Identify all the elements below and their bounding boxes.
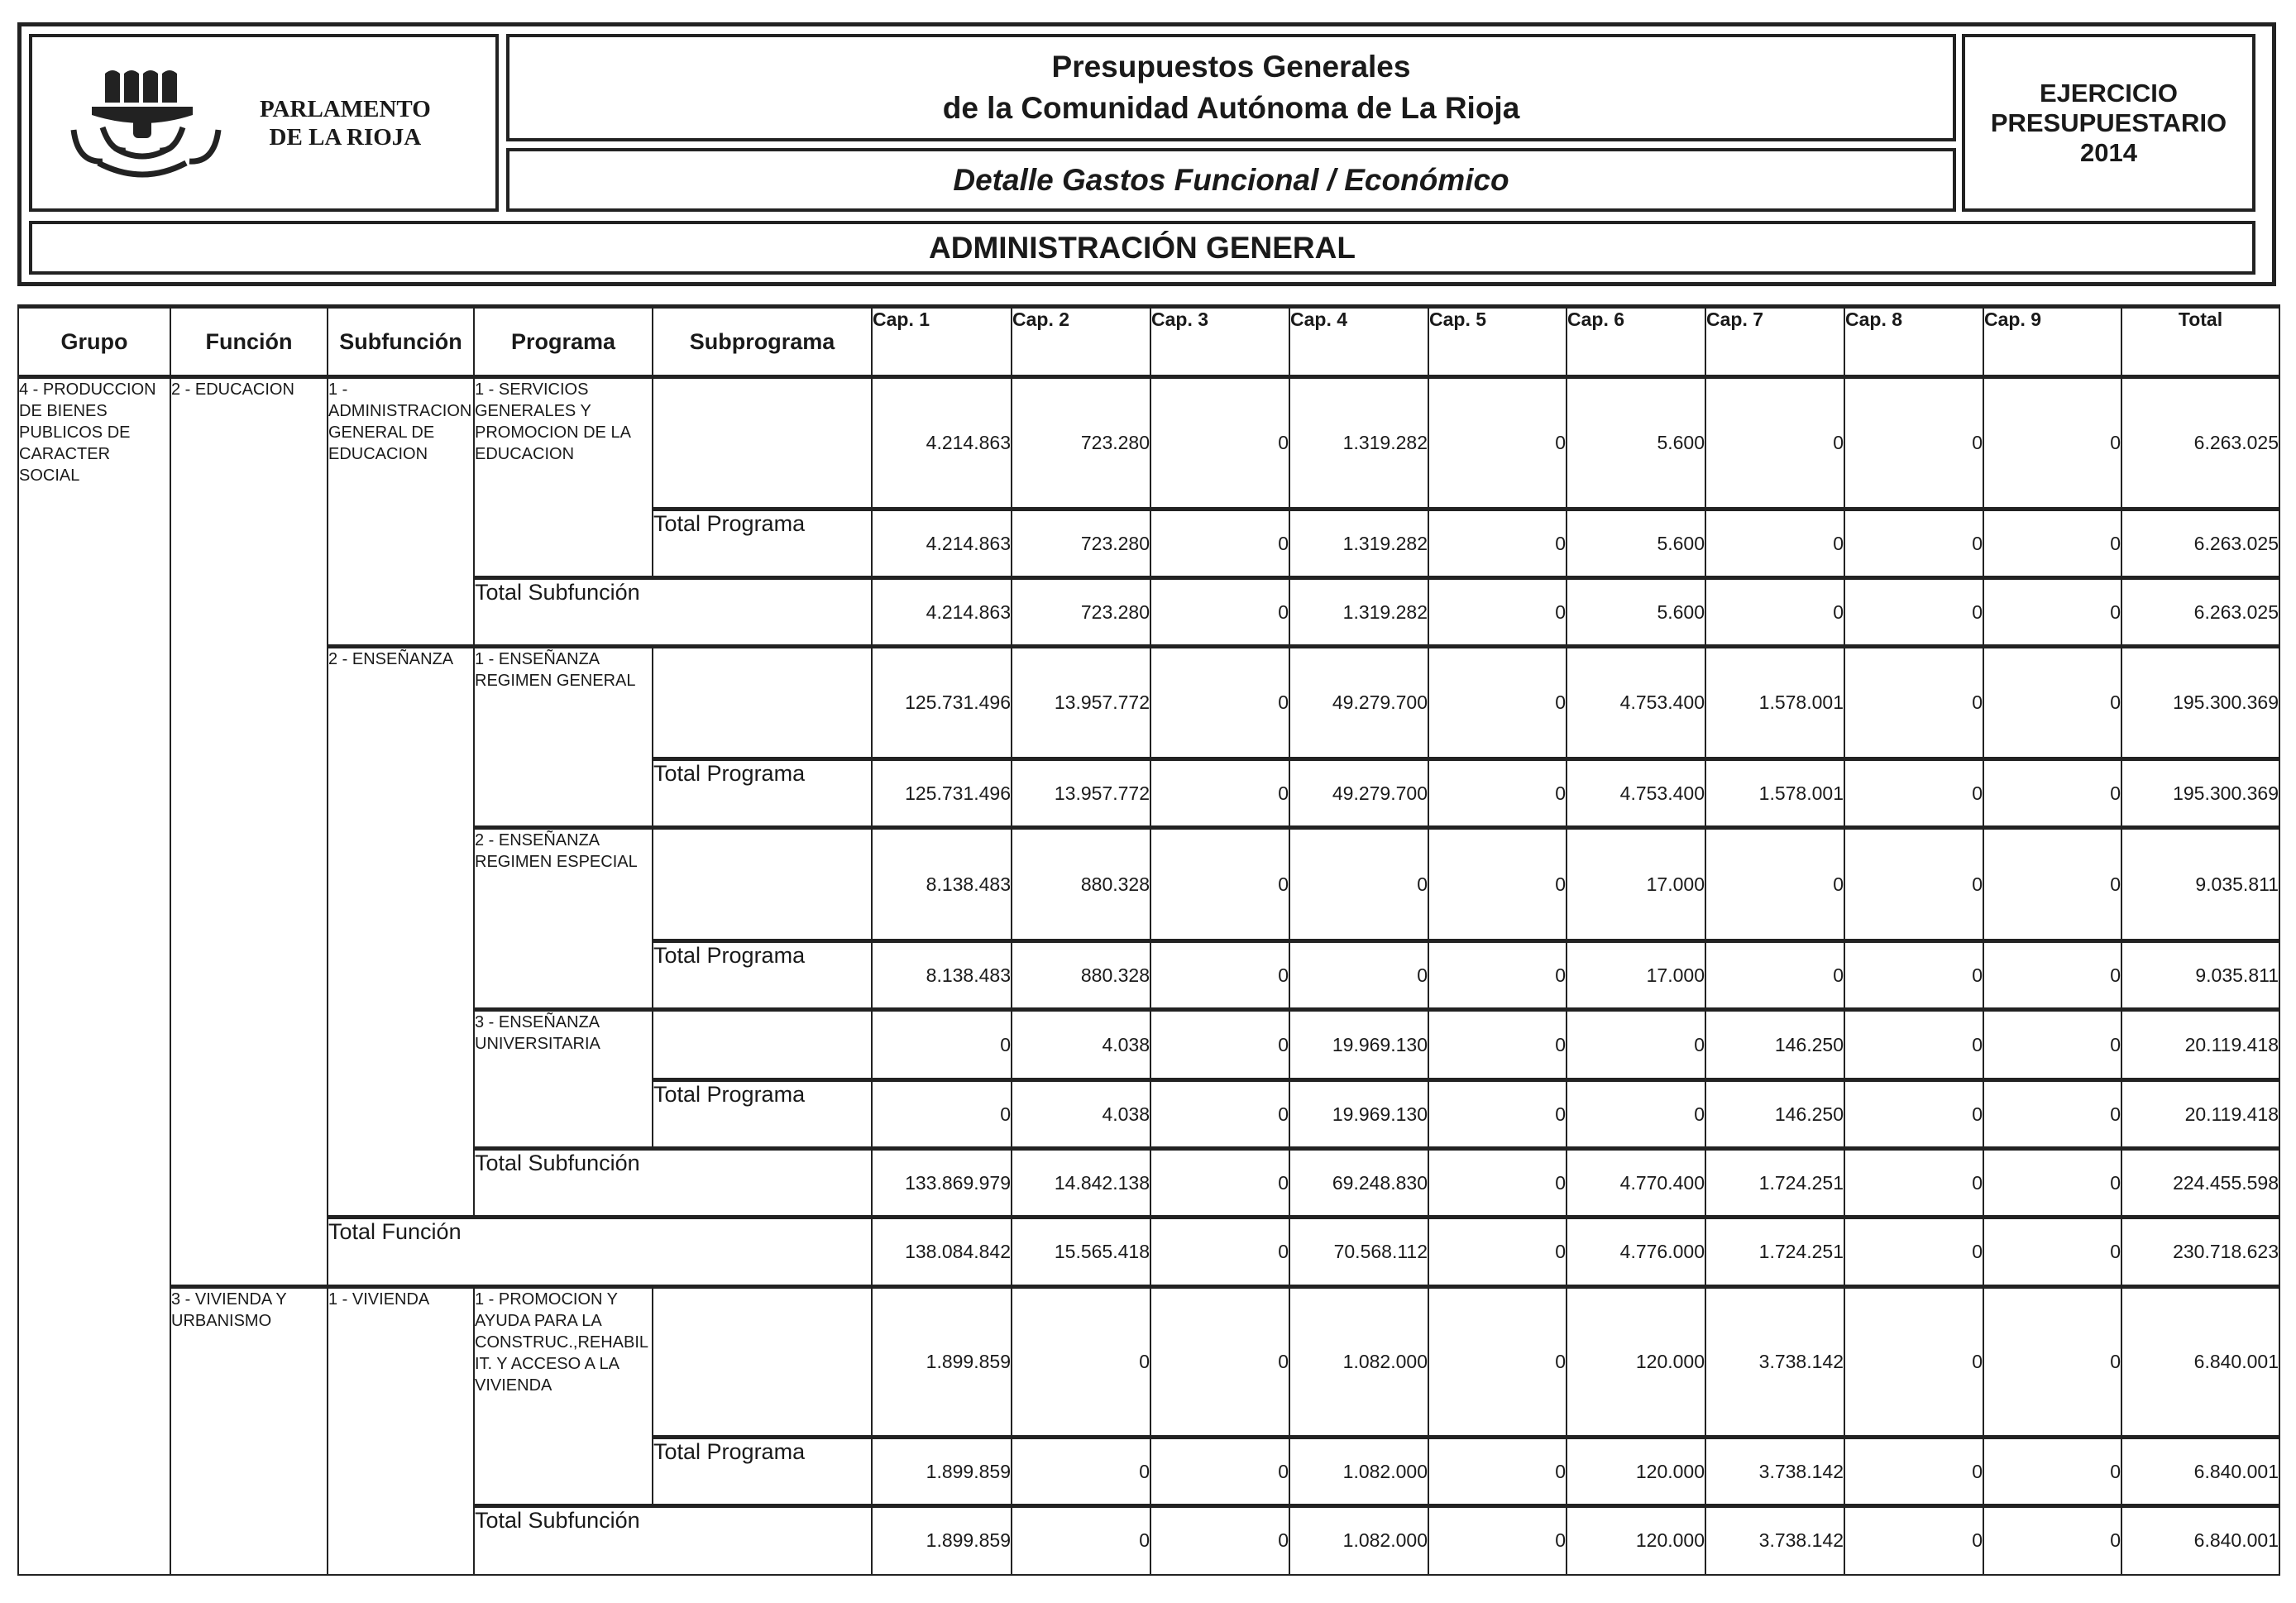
subprograma-cell xyxy=(653,377,872,510)
cap-4-value-cell: 1.319.282 xyxy=(1289,510,1428,578)
column-header: Cap. 2 xyxy=(1012,307,1150,377)
cap-5-value-cell: 0 xyxy=(1428,1506,1567,1575)
column-header: Subprograma xyxy=(653,307,872,377)
cap-4-value-cell: 1.082.000 xyxy=(1289,1506,1428,1575)
cap-7-value-cell: 0 xyxy=(1705,941,1844,1010)
subtitle-text: Detalle Gastos Funcional / Económico xyxy=(953,162,1509,197)
cap-1-value-cell: 4.214.863 xyxy=(872,377,1012,510)
fiscal-year: 2014 xyxy=(2080,137,2137,167)
fiscal-year-box xyxy=(1962,34,2255,212)
cap-4-value-cell: 49.279.700 xyxy=(1289,647,1428,759)
total-value-cell: 6.263.025 xyxy=(2121,377,2279,510)
table-row xyxy=(18,647,2279,759)
total-value-cell: 230.718.623 xyxy=(2121,1218,2279,1287)
total-funcion-label: Total Función xyxy=(328,1218,872,1287)
cap-1-value-cell: 138.084.842 xyxy=(872,1218,1012,1287)
logo-text-line2: DE LA RIOJA xyxy=(269,123,422,151)
cap-7-value-cell: 3.738.142 xyxy=(1705,1287,1844,1438)
cap-7-value-cell: 146.250 xyxy=(1705,1080,1844,1149)
cap-3-value-cell: 0 xyxy=(1150,510,1289,578)
cap-9-value-cell: 0 xyxy=(1983,1506,2121,1575)
cap-9-value-cell: 0 xyxy=(1983,828,2121,941)
cap-5-value-cell: 0 xyxy=(1428,1438,1567,1506)
total-programa-label: Total Programa xyxy=(653,510,872,578)
cap-8-value-cell: 0 xyxy=(1844,759,1983,828)
cap-8-value-cell: 0 xyxy=(1844,828,1983,941)
cap-9-value-cell: 0 xyxy=(1983,1218,2121,1287)
cap-2-value-cell: 880.328 xyxy=(1012,941,1150,1010)
cap-2-value-cell: 4.038 xyxy=(1012,1080,1150,1149)
cap-3-value-cell: 0 xyxy=(1150,377,1289,510)
column-header: Cap. 4 xyxy=(1289,307,1428,377)
column-header: Cap. 3 xyxy=(1150,307,1289,377)
cap-4-value-cell: 49.279.700 xyxy=(1289,759,1428,828)
column-header: Cap. 5 xyxy=(1428,307,1567,377)
cap-6-value-cell: 5.600 xyxy=(1567,510,1705,578)
subprograma-cell xyxy=(653,1010,872,1080)
cap-1-value-cell: 1.899.859 xyxy=(872,1438,1012,1506)
cap-6-value-cell: 120.000 xyxy=(1567,1438,1705,1506)
cap-5-value-cell: 0 xyxy=(1428,510,1567,578)
total-subfuncion-label: Total Subfunción xyxy=(474,578,872,647)
cap-2-value-cell: 723.280 xyxy=(1012,510,1150,578)
cap-6-value-cell: 4.776.000 xyxy=(1567,1218,1705,1287)
parliament-logo-icon xyxy=(57,65,235,181)
total-value-cell: 6.840.001 xyxy=(2121,1506,2279,1575)
cap-6-value-cell: 0 xyxy=(1567,1080,1705,1149)
cap-9-value-cell: 0 xyxy=(1983,1080,2121,1149)
cap-8-value-cell: 0 xyxy=(1844,1287,1983,1438)
cap-5-value-cell: 0 xyxy=(1428,647,1567,759)
cap-5-value-cell: 0 xyxy=(1428,941,1567,1010)
cap-3-value-cell: 0 xyxy=(1150,1010,1289,1080)
logo-box xyxy=(29,34,499,212)
cap-1-value-cell: 4.214.863 xyxy=(872,510,1012,578)
funcion-cell: 2 - EDUCACION xyxy=(170,377,328,1287)
cap-8-value-cell: 0 xyxy=(1844,647,1983,759)
programa-cell: 1 - ENSEÑANZA REGIMEN GENERAL xyxy=(474,647,653,828)
cap-1-value-cell: 8.138.483 xyxy=(872,828,1012,941)
cap-2-value-cell: 0 xyxy=(1012,1287,1150,1438)
cap-7-value-cell: 0 xyxy=(1705,377,1844,510)
funcion-cell: 3 - VIVIENDA Y URBANISMO xyxy=(170,1287,328,1575)
cap-8-value-cell: 0 xyxy=(1844,1149,1983,1218)
budget-table xyxy=(17,304,2280,1576)
programa-cell: 1 - PROMOCION Y AYUDA PARA LA CONSTRUC.,REHABILIT. Y ACCESO A LA VIVIENDA xyxy=(474,1287,653,1506)
cap-1-value-cell: 125.731.496 xyxy=(872,647,1012,759)
cap-2-value-cell: 0 xyxy=(1012,1438,1150,1506)
total-subfuncion-label: Total Subfunción xyxy=(474,1149,872,1218)
cap-1-value-cell: 0 xyxy=(872,1080,1012,1149)
cap-4-value-cell: 1.082.000 xyxy=(1289,1287,1428,1438)
title-line1: Presupuestos Generales xyxy=(1051,50,1411,84)
table-row xyxy=(18,377,2279,510)
cap-4-value-cell: 1.319.282 xyxy=(1289,377,1428,510)
total-value-cell: 20.119.418 xyxy=(2121,1010,2279,1080)
cap-1-value-cell: 133.869.979 xyxy=(872,1149,1012,1218)
total-subfuncion-label: Total Subfunción xyxy=(474,1506,872,1575)
total-programa-label: Total Programa xyxy=(653,1438,872,1506)
column-header: Cap. 9 xyxy=(1983,307,2121,377)
cap-6-value-cell: 120.000 xyxy=(1567,1287,1705,1438)
cap-6-value-cell: 4.753.400 xyxy=(1567,759,1705,828)
total-value-cell: 6.840.001 xyxy=(2121,1287,2279,1438)
total-programa-label: Total Programa xyxy=(653,1080,872,1149)
cap-2-value-cell: 15.565.418 xyxy=(1012,1218,1150,1287)
cap-5-value-cell: 0 xyxy=(1428,578,1567,647)
subfuncion-cell: 1 - VIVIENDA xyxy=(328,1287,474,1575)
cap-5-value-cell: 0 xyxy=(1428,1218,1567,1287)
cap-8-value-cell: 0 xyxy=(1844,1218,1983,1287)
grupo-cell: 4 - PRODUCCION DE BIENES PUBLICOS DE CARACTER SOCIAL xyxy=(18,377,170,1575)
column-header: Programa xyxy=(474,307,653,377)
cap-5-value-cell: 0 xyxy=(1428,759,1567,828)
cap-6-value-cell: 0 xyxy=(1567,1010,1705,1080)
cap-4-value-cell: 1.319.282 xyxy=(1289,578,1428,647)
cap-3-value-cell: 0 xyxy=(1150,941,1289,1010)
table-header-row xyxy=(18,307,2279,377)
cap-4-value-cell: 70.568.112 xyxy=(1289,1218,1428,1287)
cap-7-value-cell: 1.578.001 xyxy=(1705,647,1844,759)
subprograma-cell xyxy=(653,828,872,941)
cap-3-value-cell: 0 xyxy=(1150,1438,1289,1506)
cap-3-value-cell: 0 xyxy=(1150,647,1289,759)
cap-3-value-cell: 0 xyxy=(1150,759,1289,828)
cap-9-value-cell: 0 xyxy=(1983,941,2121,1010)
cap-5-value-cell: 0 xyxy=(1428,377,1567,510)
cap-6-value-cell: 17.000 xyxy=(1567,941,1705,1010)
column-header: Subfunción xyxy=(328,307,474,377)
presupuestario-label: PRESUPUESTARIO xyxy=(1990,108,2227,137)
cap-1-value-cell: 1.899.859 xyxy=(872,1506,1012,1575)
total-value-cell: 9.035.811 xyxy=(2121,941,2279,1010)
cap-2-value-cell: 723.280 xyxy=(1012,578,1150,647)
cap-6-value-cell: 5.600 xyxy=(1567,377,1705,510)
programa-cell: 2 - ENSEÑANZA REGIMEN ESPECIAL xyxy=(474,828,653,1010)
total-value-cell: 9.035.811 xyxy=(2121,828,2279,941)
cap-6-value-cell: 17.000 xyxy=(1567,828,1705,941)
cap-3-value-cell: 0 xyxy=(1150,1080,1289,1149)
cap-8-value-cell: 0 xyxy=(1844,1080,1983,1149)
cap-7-value-cell: 3.738.142 xyxy=(1705,1438,1844,1506)
column-header: Total xyxy=(2121,307,2279,377)
cap-3-value-cell: 0 xyxy=(1150,1218,1289,1287)
cap-3-value-cell: 0 xyxy=(1150,1506,1289,1575)
cap-7-value-cell: 146.250 xyxy=(1705,1010,1844,1080)
cap-7-value-cell: 3.738.142 xyxy=(1705,1506,1844,1575)
cap-8-value-cell: 0 xyxy=(1844,377,1983,510)
cap-8-value-cell: 0 xyxy=(1844,1506,1983,1575)
cap-7-value-cell: 1.724.251 xyxy=(1705,1149,1844,1218)
programa-cell: 3 - ENSEÑANZA UNIVERSITARIA xyxy=(474,1010,653,1149)
cap-2-value-cell: 723.280 xyxy=(1012,377,1150,510)
cap-9-value-cell: 0 xyxy=(1983,510,2121,578)
cap-7-value-cell: 0 xyxy=(1705,828,1844,941)
cap-9-value-cell: 0 xyxy=(1983,759,2121,828)
subfuncion-cell: 1 - ADMINISTRACION GENERAL DE EDUCACION xyxy=(328,377,474,647)
cap-5-value-cell: 0 xyxy=(1428,1010,1567,1080)
total-value-cell: 6.840.001 xyxy=(2121,1438,2279,1506)
logo-text-line1: PARLAMENTO xyxy=(260,95,431,122)
programa-cell: 1 - SERVICIOS GENERALES Y PROMOCION DE LA EDUCACION xyxy=(474,377,653,578)
cap-9-value-cell: 0 xyxy=(1983,578,2121,647)
cap-9-value-cell: 0 xyxy=(1983,1287,2121,1438)
cap-4-value-cell: 19.969.130 xyxy=(1289,1080,1428,1149)
cap-1-value-cell: 8.138.483 xyxy=(872,941,1012,1010)
column-header: Grupo xyxy=(18,307,170,377)
cap-3-value-cell: 0 xyxy=(1150,828,1289,941)
total-programa-label: Total Programa xyxy=(653,941,872,1010)
cap-8-value-cell: 0 xyxy=(1844,1438,1983,1506)
cap-2-value-cell: 4.038 xyxy=(1012,1010,1150,1080)
cap-4-value-cell: 19.969.130 xyxy=(1289,1010,1428,1080)
cap-9-value-cell: 0 xyxy=(1983,1010,2121,1080)
cap-5-value-cell: 0 xyxy=(1428,1287,1567,1438)
column-header: Cap. 8 xyxy=(1844,307,1983,377)
subfuncion-cell: 2 - ENSEÑANZA xyxy=(328,647,474,1218)
total-value-cell: 224.455.598 xyxy=(2121,1149,2279,1218)
cap-7-value-cell: 1.724.251 xyxy=(1705,1218,1844,1287)
cap-2-value-cell: 880.328 xyxy=(1012,828,1150,941)
cap-6-value-cell: 4.770.400 xyxy=(1567,1149,1705,1218)
section-title-text: ADMINISTRACIÓN GENERAL xyxy=(929,230,1356,265)
column-header: Cap. 6 xyxy=(1567,307,1705,377)
title-line2: de la Comunidad Autónoma de La Rioja xyxy=(942,91,1520,125)
cap-5-value-cell: 0 xyxy=(1428,1080,1567,1149)
total-value-cell: 6.263.025 xyxy=(2121,510,2279,578)
cap-6-value-cell: 4.753.400 xyxy=(1567,647,1705,759)
cap-4-value-cell: 0 xyxy=(1289,828,1428,941)
cap-4-value-cell: 69.248.830 xyxy=(1289,1149,1428,1218)
cap-8-value-cell: 0 xyxy=(1844,1010,1983,1080)
cap-8-value-cell: 0 xyxy=(1844,578,1983,647)
total-value-cell: 6.263.025 xyxy=(2121,578,2279,647)
cap-9-value-cell: 0 xyxy=(1983,377,2121,510)
cap-2-value-cell: 0 xyxy=(1012,1506,1150,1575)
subprograma-cell xyxy=(653,1287,872,1438)
report-title xyxy=(506,34,1956,141)
cap-3-value-cell: 0 xyxy=(1150,578,1289,647)
cap-5-value-cell: 0 xyxy=(1428,1149,1567,1218)
cap-9-value-cell: 0 xyxy=(1983,647,2121,759)
cap-7-value-cell: 0 xyxy=(1705,510,1844,578)
cap-9-value-cell: 0 xyxy=(1983,1438,2121,1506)
total-value-cell: 195.300.369 xyxy=(2121,647,2279,759)
column-header: Cap. 7 xyxy=(1705,307,1844,377)
cap-2-value-cell: 13.957.772 xyxy=(1012,647,1150,759)
subprograma-cell xyxy=(653,647,872,759)
cap-4-value-cell: 0 xyxy=(1289,941,1428,1010)
total-value-cell: 195.300.369 xyxy=(2121,759,2279,828)
cap-1-value-cell: 125.731.496 xyxy=(872,759,1012,828)
column-header: Cap. 1 xyxy=(872,307,1012,377)
cap-4-value-cell: 1.082.000 xyxy=(1289,1438,1428,1506)
cap-2-value-cell: 13.957.772 xyxy=(1012,759,1150,828)
cap-8-value-cell: 0 xyxy=(1844,510,1983,578)
cap-9-value-cell: 0 xyxy=(1983,1149,2121,1218)
report-subtitle xyxy=(506,148,1956,212)
cap-1-value-cell: 4.214.863 xyxy=(872,578,1012,647)
section-title xyxy=(29,221,2255,275)
cap-6-value-cell: 5.600 xyxy=(1567,578,1705,647)
cap-1-value-cell: 1.899.859 xyxy=(872,1287,1012,1438)
cap-7-value-cell: 0 xyxy=(1705,578,1844,647)
total-programa-label: Total Programa xyxy=(653,759,872,828)
cap-2-value-cell: 14.842.138 xyxy=(1012,1149,1150,1218)
total-value-cell: 20.119.418 xyxy=(2121,1080,2279,1149)
cap-3-value-cell: 0 xyxy=(1150,1149,1289,1218)
cap-5-value-cell: 0 xyxy=(1428,828,1567,941)
table-row xyxy=(18,1218,2279,1287)
logo-text xyxy=(260,95,431,151)
cap-3-value-cell: 0 xyxy=(1150,1287,1289,1438)
table-row xyxy=(18,1287,2279,1438)
ejercicio-label: EJERCICIO xyxy=(2039,78,2179,108)
cap-7-value-cell: 1.578.001 xyxy=(1705,759,1844,828)
cap-8-value-cell: 0 xyxy=(1844,941,1983,1010)
cap-1-value-cell: 0 xyxy=(872,1010,1012,1080)
column-header: Función xyxy=(170,307,328,377)
cap-6-value-cell: 120.000 xyxy=(1567,1506,1705,1575)
